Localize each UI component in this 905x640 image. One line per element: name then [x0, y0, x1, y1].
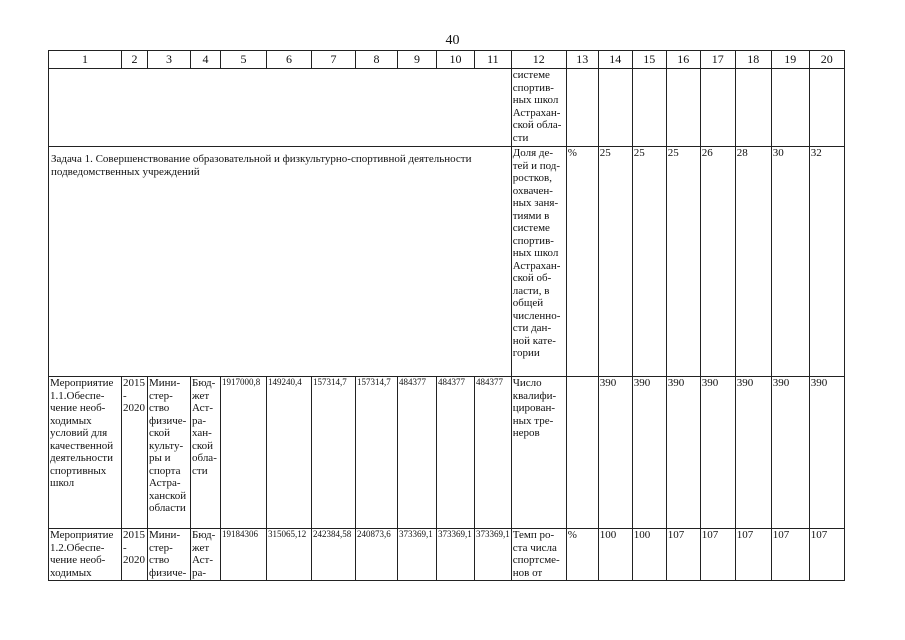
target-cell: 390 [666, 377, 700, 529]
continuation-row [49, 69, 845, 147]
task-target: 26 [700, 147, 735, 377]
task-target: 30 [771, 147, 809, 377]
target-cell: 100 [632, 529, 666, 581]
task-unit: % [566, 147, 598, 377]
header-cell: 11 [475, 51, 512, 69]
measure-source: Бюд- жет Аст- ра- хан- ской обла- сти [191, 377, 221, 529]
target-cell: 390 [771, 377, 809, 529]
amount-cell: 240873,6 [356, 529, 398, 581]
header-cell: 4 [191, 51, 221, 69]
header-cell: 18 [735, 51, 771, 69]
task-target: 25 [632, 147, 666, 377]
amount-cell: 373369,1 [475, 529, 512, 581]
measure-name: Мероприятие 1.1.Обеспе- чение необ- ходимых условий для качественной деятельности спортивных школ [49, 377, 122, 529]
amount-cell: 484377 [398, 377, 437, 529]
target-cell: 390 [632, 377, 666, 529]
header-cell: 3 [148, 51, 191, 69]
header-cell: 17 [700, 51, 735, 69]
task-indicator: Доля де- тей и под- ростков, охвачен- ных заня- тиями в системе спортив- ных школ Астрахан- ской об- ласти, в общей численно- сти дан- ной кате- гории [511, 147, 566, 377]
amount-cell: 373369,1 [398, 529, 437, 581]
amount-cell: 157314,7 [312, 377, 356, 529]
header-cell: 14 [598, 51, 632, 69]
task-target: 28 [735, 147, 771, 377]
header-cell: 13 [566, 51, 598, 69]
amount-cell: 157314,7 [356, 377, 398, 529]
amount-cell: 373369,1 [437, 529, 475, 581]
amount-cell: 484377 [475, 377, 512, 529]
measure-executor: Мини- стер- ство физиче- ской культу- ры и спорта Астра- ханской области [148, 377, 191, 529]
measure-indicator: Число квалифи- цирован- ных тре- неров [511, 377, 566, 529]
header-cell: 19 [771, 51, 809, 69]
header-cell: 6 [267, 51, 312, 69]
header-cell: 1 [49, 51, 122, 69]
target-cell: 107 [700, 529, 735, 581]
target-cell: 100 [598, 529, 632, 581]
header-cell: 9 [398, 51, 437, 69]
measure-name: Мероприятие 1.2.Обеспе- чение необ- ходимых [49, 529, 122, 581]
target-cell: 390 [735, 377, 771, 529]
amount-cell: 242384,58 [312, 529, 356, 581]
header-cell: 5 [221, 51, 267, 69]
header-cell: 10 [437, 51, 475, 69]
header-cell: 16 [666, 51, 700, 69]
header-cell: 12 [511, 51, 566, 69]
target-cell: 107 [809, 529, 844, 581]
measure-period: 2015 - 2020 [122, 529, 148, 581]
header-row [49, 51, 845, 69]
measure-executor: Мини- стер- ство физиче- [148, 529, 191, 581]
task-row [49, 147, 845, 377]
header-cell: 7 [312, 51, 356, 69]
header-cell: 8 [356, 51, 398, 69]
amount-cell: 484377 [437, 377, 475, 529]
measure-unit [566, 377, 598, 529]
amount-cell: 315065,12 [267, 529, 312, 581]
measure-row [49, 377, 845, 529]
header-cell: 20 [809, 51, 844, 69]
measure-row [49, 529, 845, 581]
amount-cell: 19184306 [221, 529, 267, 581]
continuation-indicator: системе спортив- ных школ Астрахан- ской обла- сти [511, 69, 566, 147]
target-cell: 390 [809, 377, 844, 529]
measure-unit: % [566, 529, 598, 581]
task-target: 25 [598, 147, 632, 377]
page-number: 40 [445, 33, 460, 48]
measure-indicator: Темп ро- ста числа спортсме- нов от [511, 529, 566, 581]
continuation-empty [49, 69, 512, 147]
program-table [48, 50, 845, 581]
target-cell: 107 [771, 529, 809, 581]
amount-cell: 1917000,8 [221, 377, 267, 529]
target-cell: 107 [666, 529, 700, 581]
task-target: 32 [809, 147, 844, 377]
measure-source: Бюд- жет Аст- ра- [191, 529, 221, 581]
measure-period: 2015 - 2020 [122, 377, 148, 529]
task-title: Задача 1. Совершенствование образовательной и физкультурно-спортивной деятельности подведомственных учреждений [49, 147, 512, 377]
header-cell: 15 [632, 51, 666, 69]
target-cell: 107 [735, 529, 771, 581]
amount-cell: 149240,4 [267, 377, 312, 529]
task-target: 25 [666, 147, 700, 377]
target-cell: 390 [700, 377, 735, 529]
header-cell: 2 [122, 51, 148, 69]
target-cell: 390 [598, 377, 632, 529]
